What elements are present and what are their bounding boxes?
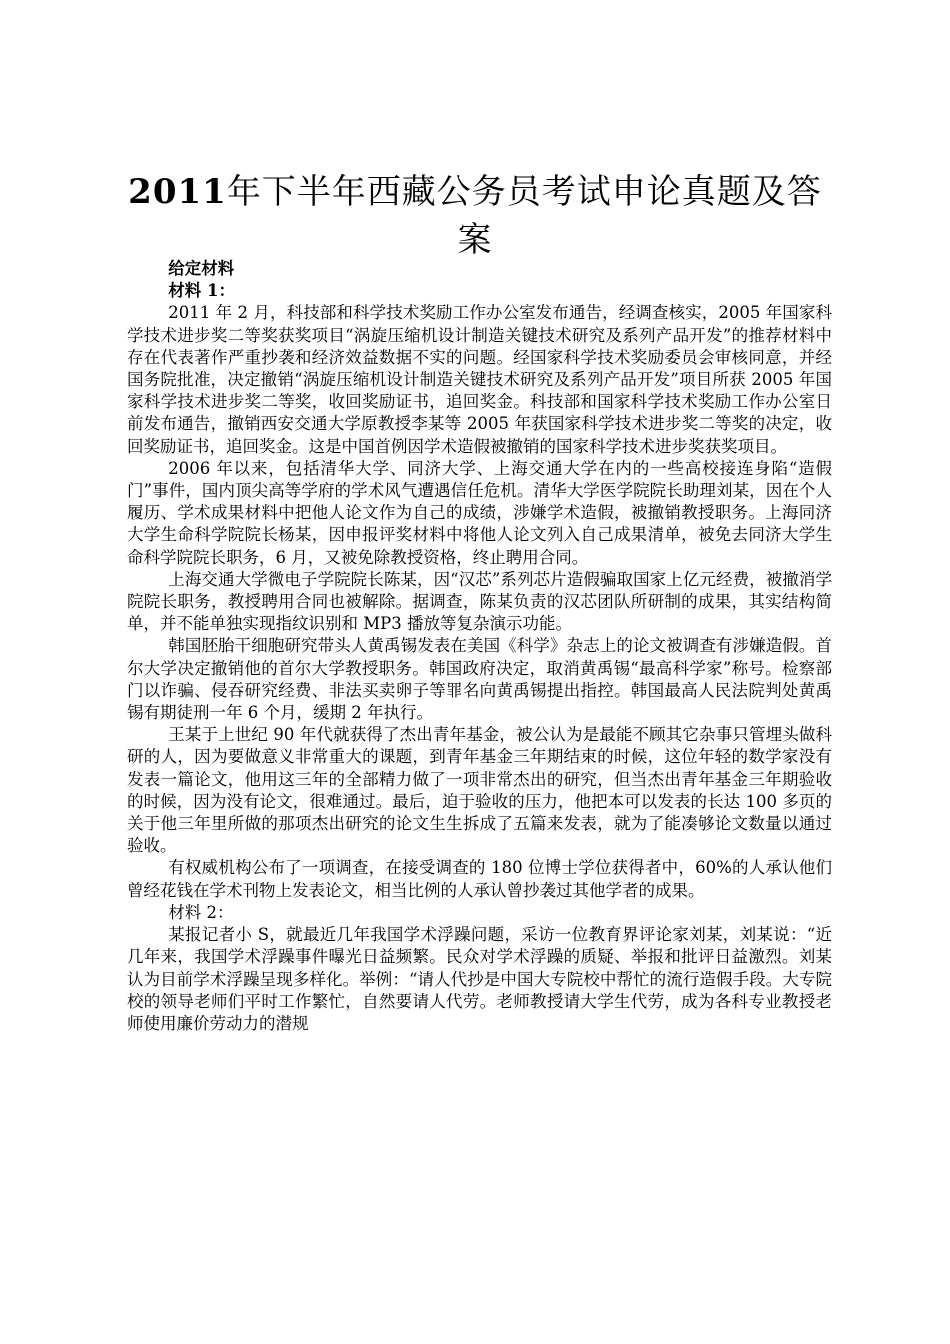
paragraph: 王某于上世纪 90 年代就获得了杰出青年基金，被公认为是最能不顾其它杂事只管埋头做科研的人，因为要做意义非常重大的课题，到青年基金三年期结束的时候，这位年轻的数学家没有发表一篇论文，他用这三年的全部精力做了一项非常杰出的研究，但当杰出青年基金三年期验收的时候，因为没有论文，很难通过。最后，迫于验收的压力，他把本可以发表的长达 100 多页的关于他三年里所做的那项杰出研究的论文生生拆成了五篇来发表，就为了能凑够论文数量以通过验收。 <box>127 725 832 856</box>
material-2-heading: 材料 2： <box>168 902 234 922</box>
title-year: 2011 <box>128 172 227 212</box>
title-text: 年下半年西藏公务员考试申论真题及答案 <box>226 172 822 260</box>
paragraph: 某报记者小 S，就最近几年我国学术浮躁问题，采访一位教育界评论家刘某，刘某说：“近几年来，我国学术浮躁事件曝光日益频繁。民众对学术浮躁的质疑、举报和批评日益激烈。刘某认为目前学术浮躁呈现多样化。举例：“请人代抄是中国大专院校中帮忙的流行造假手段。大专院校的领导老师们平时工作繁忙，自然要请人代劳。老师教授请大学生代劳，成为各科专业教授老师使用廉价劳动力的潜规 <box>127 925 832 1033</box>
paragraph: 2011 年 2 月，科技部和科学技术奖励工作办公室发布通告，经调查核实，2005 年国家科学技术进步奖二等奖获奖项目“涡旋压缩机设计制造关键技术研究及系列产品开发”的推荐材料中存在代表著作严重抄袭和经济效益数据不实的问题。经国家科学技术奖励委员会审核同意，并经国务院批准，决定撤销“涡旋压缩机设计制造关键技术研究及系列产品开发”项目所获 2005 年国家科学技术进步奖二等奖，收回奖励证书，追回奖金。科技部和国家科学技术奖励工作办公室日前发布通告，撤销西安交通大学原教授李某等 2005 年获国家科学技术进步奖二等奖的决定，收回奖励证书，追回奖金。这是中国首例因学术造假被撤销的国家科学技术进步奖获奖项目。 <box>127 303 832 456</box>
document-body <box>127 258 832 1035</box>
paragraph: 2006 年以来，包括清华大学、同济大学、上海交通大学在内的一些高校接连身陷“造假门”事件，国内顶尖高等学府的学术风气遭遇信任危机。清华大学医学院院长助理刘某，因在个人履历、学术成果材料中把他人论文作为自己的成绩，涉嫌学术造假，被撤销教授职务。上海同济大学生命科学院院长杨某，因申报评奖材料中将他人论文列入自己成果清单，被免去同济大学生命科学院院长职务，6 月，又被免除教授资格，终止聘用合同。 <box>127 458 832 567</box>
document-title <box>120 168 830 264</box>
material-1-heading: 材料 1： <box>168 281 235 301</box>
paragraph: 上海交通大学微电子学院院长陈某，因“汉芯”系列芯片造假骗取国家上亿元经费，被撤消学院院长职务，教授聘用合同也被解除。据调查，陈某负责的汉芯团队所研制的成果，其实结构简单，并不能单独实现指纹识别和 MP3 播放等复杂演示功能。 <box>127 569 832 634</box>
section-heading: 给定材料 <box>168 259 235 278</box>
paragraph: 韩国胚胎干细胞研究带头人黄禹锡发表在美国《科学》杂志上的论文被调查有涉嫌造假。首尔大学决定撤销他的首尔大学教授职务。韩国政府决定，取消黄禹锡“最高科学家”称号。检察部门以诈骗、侵吞研究经费、非法买卖卵子等罪名向黄禹锡提出指控。韩国最高人民法院判处黄禹锡有期徒刑一年 6 个月，缓期 2 年执行。 <box>127 636 832 723</box>
paragraph: 有权威机构公布了一项调查，在接受调查的 180 位博士学位获得者中，60%的人承认他们曾经花钱在学术刊物上发表论文，相当比例的人承认曾抄袭过其他学者的成果。 <box>127 858 832 900</box>
